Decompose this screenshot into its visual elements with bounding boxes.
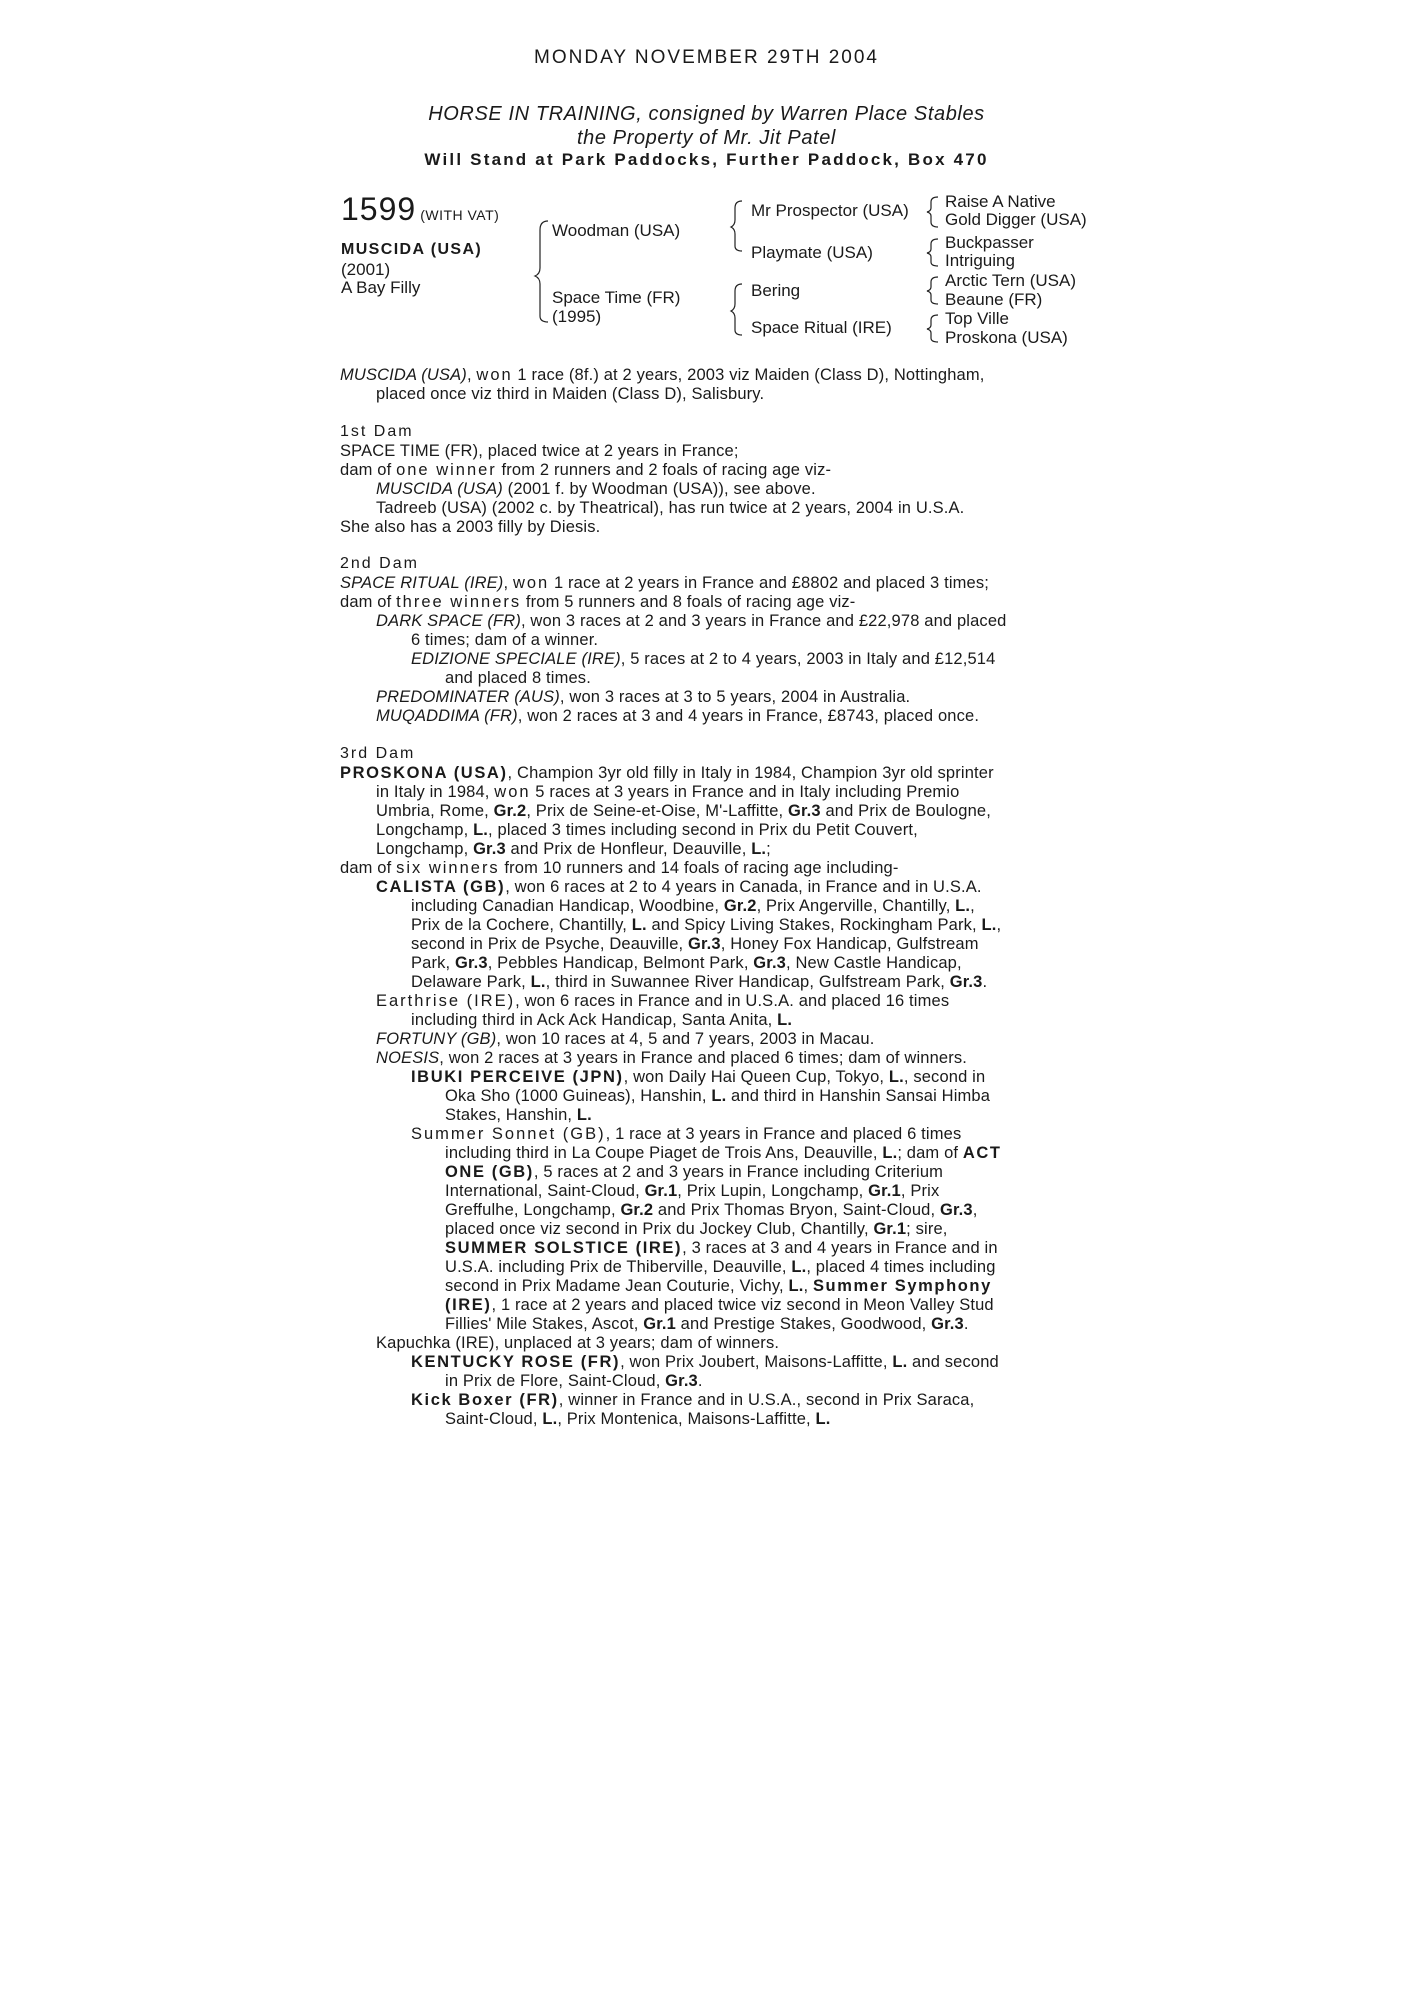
produce-line: Prix de la Cochere, Chantilly, L. and Spicy Living Stakes, Rockingham Park, L., xyxy=(411,916,1002,934)
dam-sire: Bering xyxy=(751,281,801,300)
produce-line: KENTUCKY ROSE (FR), won Prix Joubert, Maisons-Laffitte, L. and second xyxy=(411,1353,999,1371)
produce-line: U.S.A. including Prix de Thiberville, Deauville, L., placed 4 times including xyxy=(445,1258,996,1276)
ancestor-sss: Raise A Native xyxy=(945,192,1056,211)
dam-dam: Space Ritual (IRE) xyxy=(751,318,892,337)
produce-line: SUMMER SOLSTICE (IRE), 3 races at 3 and 4 years in France and in xyxy=(445,1239,998,1257)
dam: Space Time (FR) xyxy=(552,288,681,307)
dam-line: Longchamp, Gr.3 and Prix de Honfleur, Deauville, L.; xyxy=(376,840,771,858)
dam-line: SPACE RITUAL (IRE), won 1 race at 2 years in France and £8802 and placed 3 times; xyxy=(340,574,990,592)
produce-line: placed once viz second in Prix du Jockey Club, Chantilly, Gr.1; sire, xyxy=(445,1220,948,1238)
produce-line: International, Saint-Cloud, Gr.1, Prix Lupin, Longchamp, Gr.1, Prix xyxy=(445,1182,940,1200)
horse-year: (2001) xyxy=(341,260,391,279)
sire-dam: Playmate (USA) xyxy=(751,243,873,262)
lot-number: 1599 (WITH VAT) xyxy=(341,191,500,227)
dam-line: PROSKONA (USA), Champion 3yr old filly in Italy in 1984, Champion 3yr old sprinter xyxy=(340,764,994,782)
produce-line: Delaware Park, L., third in Suwannee River Handicap, Gulfstream Park, Gr.3. xyxy=(411,973,988,991)
produce-line: second in Prix Madame Jean Couturie, Vichy, L., Summer Symphony xyxy=(445,1277,992,1295)
sire-sire: Mr Prospector (USA) xyxy=(751,201,909,220)
dam-line: in Italy in 1984, won 5 races at 3 years in France and in Italy including Premio xyxy=(376,783,960,801)
consignment-line: HORSE IN TRAINING, consigned by Warren Place Stables xyxy=(428,103,985,125)
produce-line: CALISTA (GB), won 6 races at 2 to 4 years in Canada, in France and in U.S.A. xyxy=(376,878,982,896)
produce-line: 6 times; dam of a winner. xyxy=(411,631,599,649)
produce-line: Earthrise (IRE), won 6 races in France and in U.S.A. and placed 16 times xyxy=(376,992,950,1010)
produce-line: NOESIS, won 2 races at 3 years in France and placed 6 times; dam of winners. xyxy=(376,1049,968,1067)
section-heading: 1st Dam xyxy=(340,423,414,440)
produce-line: Kick Boxer (FR), winner in France and in U.S.A., second in Prix Saraca, xyxy=(411,1391,975,1409)
dam-line: Longchamp, L., placed 3 times including second in Prix du Petit Couvert, xyxy=(376,821,918,839)
produce-line: Tadreeb (USA) (2002 c. by Theatrical), has run twice at 2 years, 2004 in U.S.A. xyxy=(376,499,965,517)
produce-line: Park, Gr.3, Pebbles Handicap, Belmont Park, Gr.3, New Castle Handicap, xyxy=(411,954,962,972)
stand-location: Will Stand at Park Paddocks, Further Paddock, Box 470 xyxy=(424,150,989,169)
produce-line: DARK SPACE (FR), won 3 races at 2 and 3 years in France and £22,978 and placed xyxy=(376,612,1007,630)
pedigree-braces xyxy=(0,0,1413,360)
ancestor-sds: Buckpasser xyxy=(945,233,1034,252)
produce-line: EDIZIONE SPECIALE (IRE), 5 races at 2 to 4 years, 2003 in Italy and £12,514 xyxy=(411,650,996,668)
dam-line: Umbria, Rome, Gr.2, Prix de Seine-et-Oise, M'-Laffitte, Gr.3 and Prix de Boulogne, xyxy=(376,802,991,820)
ancestor-ssd: Gold Digger (USA) xyxy=(945,210,1087,229)
ancestor-dss: Arctic Tern (USA) xyxy=(945,271,1076,290)
produce-line: Stakes, Hanshin, L. xyxy=(445,1106,592,1124)
produce-line: ONE (GB), 5 races at 2 and 3 years in France including Criterium xyxy=(445,1163,944,1181)
dam-line: dam of one winner from 2 runners and 2 foals of racing age viz- xyxy=(340,461,832,479)
produce-line: Fillies' Mile Stakes, Ascot, Gr.1 and Prestige Stakes, Goodwood, Gr.3. xyxy=(445,1315,969,1333)
produce-line: second in Prix de Psyche, Deauville, Gr.3, Honey Fox Handicap, Gulfstream xyxy=(411,935,979,953)
produce-line: in Prix de Flore, Saint-Cloud, Gr.3. xyxy=(445,1372,703,1390)
ancestor-dsd: Beaune (FR) xyxy=(945,290,1043,309)
produce-line: IBUKI PERCEIVE (JPN), won Daily Hai Queen Cup, Tokyo, L., second in xyxy=(411,1068,986,1086)
sire: Woodman (USA) xyxy=(552,221,681,240)
race-record: MUSCIDA (USA), won 1 race (8f.) at 2 years, 2003 viz Maiden (Class D), Nottingham, xyxy=(340,366,985,384)
race-record: placed once viz third in Maiden (Class D), Salisbury. xyxy=(376,385,765,403)
owner-line: the Property of Mr. Jit Patel xyxy=(577,127,836,149)
produce-line: including third in La Coupe Piaget de Trois Ans, Deauville, L.; dam of ACT xyxy=(445,1144,1002,1162)
produce-line: Greffulhe, Longchamp, Gr.2 and Prix Thomas Bryon, Saint-Cloud, Gr.3, xyxy=(445,1201,978,1219)
dam-year: (1995) xyxy=(552,307,602,326)
ancestor-sdd: Intriguing xyxy=(945,251,1015,270)
produce-line: Oka Sho (1000 Guineas), Hanshin, L. and third in Hanshin Sansai Himba xyxy=(445,1087,991,1105)
ancestor-ddd: Proskona (USA) xyxy=(945,328,1068,347)
produce-line: MUQADDIMA (FR), won 2 races at 3 and 4 years in France, £8743, placed once. xyxy=(376,707,980,725)
section-heading: 3rd Dam xyxy=(340,745,416,762)
produce-line: and placed 8 times. xyxy=(445,669,591,687)
produce-line: Summer Sonnet (GB), 1 race at 3 years in France and placed 6 times xyxy=(411,1125,962,1143)
produce-line: Saint-Cloud, L., Prix Montenica, Maisons-Laffitte, L. xyxy=(445,1410,831,1428)
dam-line: dam of six winners from 10 runners and 14 foals of racing age including- xyxy=(340,859,899,877)
horse-description: A Bay Filly xyxy=(341,278,421,297)
produce-line: PREDOMINATER (AUS), won 3 races at 3 to 5 years, 2004 in Australia. xyxy=(376,688,911,706)
dam-line: SPACE TIME (FR), placed twice at 2 years in France; xyxy=(340,442,739,460)
sale-date: MONDAY NOVEMBER 29TH 2004 xyxy=(534,47,879,68)
produce-line: (IRE), 1 race at 2 years and placed twice viz second in Meon Valley Stud xyxy=(445,1296,994,1314)
produce-line: MUSCIDA (USA) (2001 f. by Woodman (USA)), see above. xyxy=(376,480,816,498)
ancestor-dds: Top Ville xyxy=(945,309,1009,328)
dam-line: dam of three winners from 5 runners and 8 foals of racing age viz- xyxy=(340,593,856,611)
horse-name: MUSCIDA (USA) xyxy=(341,241,483,258)
section-heading: 2nd Dam xyxy=(340,555,419,572)
produce-line: including Canadian Handicap, Woodbine, Gr.2, Prix Angerville, Chantilly, L., xyxy=(411,897,975,915)
vat-note: (WITH VAT) xyxy=(420,207,500,223)
produce-line: including third in Ack Ack Handicap, Santa Anita, L. xyxy=(411,1011,793,1029)
produce-line: She also has a 2003 filly by Diesis. xyxy=(340,518,601,536)
produce-line: Kapuchka (IRE), unplaced at 3 years; dam of winners. xyxy=(376,1334,780,1352)
produce-line: FORTUNY (GB), won 10 races at 4, 5 and 7 years, 2003 in Macau. xyxy=(376,1030,875,1048)
